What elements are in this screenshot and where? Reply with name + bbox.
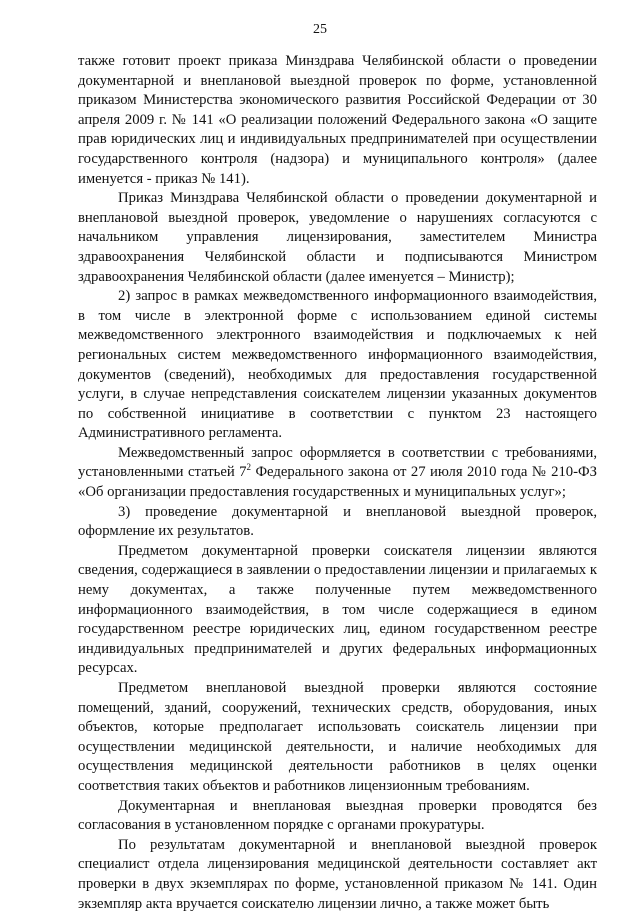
- paragraph-inspections: 3) проведение документарной и внеплановой выездной проверок, оформление их результатов.: [78, 503, 597, 540]
- page-number: 25: [313, 22, 327, 37]
- paragraph-inspection-results: По результатам документарной и внеплановой выездной проверок специалист отдела лицензирования медицинской деятельности составляет акт проверки в двух экземплярах по форме, установленной приказом № 141. Один экземпляр акта вручается соискателю лицензии лично, а также может быть: [78, 836, 597, 912]
- paragraph-interagency-request: 2) запрос в рамках межведомственного информационного взаимодействия, в том числе в электронной форме с использованием единой системы межведомственного электронного взаимодействия и подключаемых к ней региональных систем межведомственного информационного взаимодействия, документов (сведений), необходимых для предоставления государственной услуги, в случае непредставления соискателем лицензии указанных документов по собственной инициативе в соответствии с пунктом 23 настоящего Административного регламента.: [78, 288, 597, 442]
- document-body: [78, 52, 597, 914]
- article-superscript: 2: [246, 462, 251, 473]
- paragraph-order-preparation: также готовит проект приказа Минздрава Челябинской области о проведении документарной и внеплановой выездной проверок по форме, установленной приказом Министерства экономического развития Российской Федерации от 30 апреля 2009 г. № 141 «О реализации положений Федерального закона «О защите прав юридических лиц и индивидуальных предпринимателей при осуществлении государственного контроля (надзора) и муниципального контроля» (далее именуется - приказ № 141).: [78, 53, 597, 187]
- paragraph-no-prosecutor-approval: Документарная и внеплановая выездная проверки проводятся без согласования в установленном порядке с органами прокуратуры.: [78, 797, 597, 834]
- request-text-after: Федерального закона от 27 июля 2010 года № 210-ФЗ «Об организации предоставления государственных и муниципальных услуг»;: [78, 464, 597, 501]
- paragraph-request-formalization: [78, 444, 597, 503]
- paragraph-documentary-subject: Предметом документарной проверки соискателя лицензии являются сведения, содержащиеся в заявлении о предоставлении лицензии и прилагаемых к нему документах, а также полученные путем межведомственного информационного взаимодействия, в том числе содержащиеся в едином государственном реестре юридических лиц, едином государственном реестре индивидуальных предпринимателей и других федеральных информационных ресурсах.: [78, 542, 597, 677]
- paragraph-order-approval: Приказ Минздрава Челябинской области о проведении документарной и внеплановой выездной проверок, уведомление о нарушениях согласуются с начальником управления лицензирования, заместителем Министра здравоохранения Челябинской области и подписываются Министром здравоохранения Челябинской области (далее именуется – Министр);: [78, 190, 597, 285]
- request-text-before: Межведомственный запрос оформляется в соответствии с требованиями, установленными статьей 7: [78, 444, 597, 481]
- paragraph-onsite-subject: Предметом внеплановой выездной проверки являются состояние помещений, зданий, сооружений, технических средств, оборудования, иных объектов, которые предполагает использовать соискатель лицензии при осуществлении медицинской деятельности, и наличие необходимых для осуществления медицинской деятельности работников в целях оценки соответствия таких объектов и работников лицензионным требованиям.: [78, 680, 597, 794]
